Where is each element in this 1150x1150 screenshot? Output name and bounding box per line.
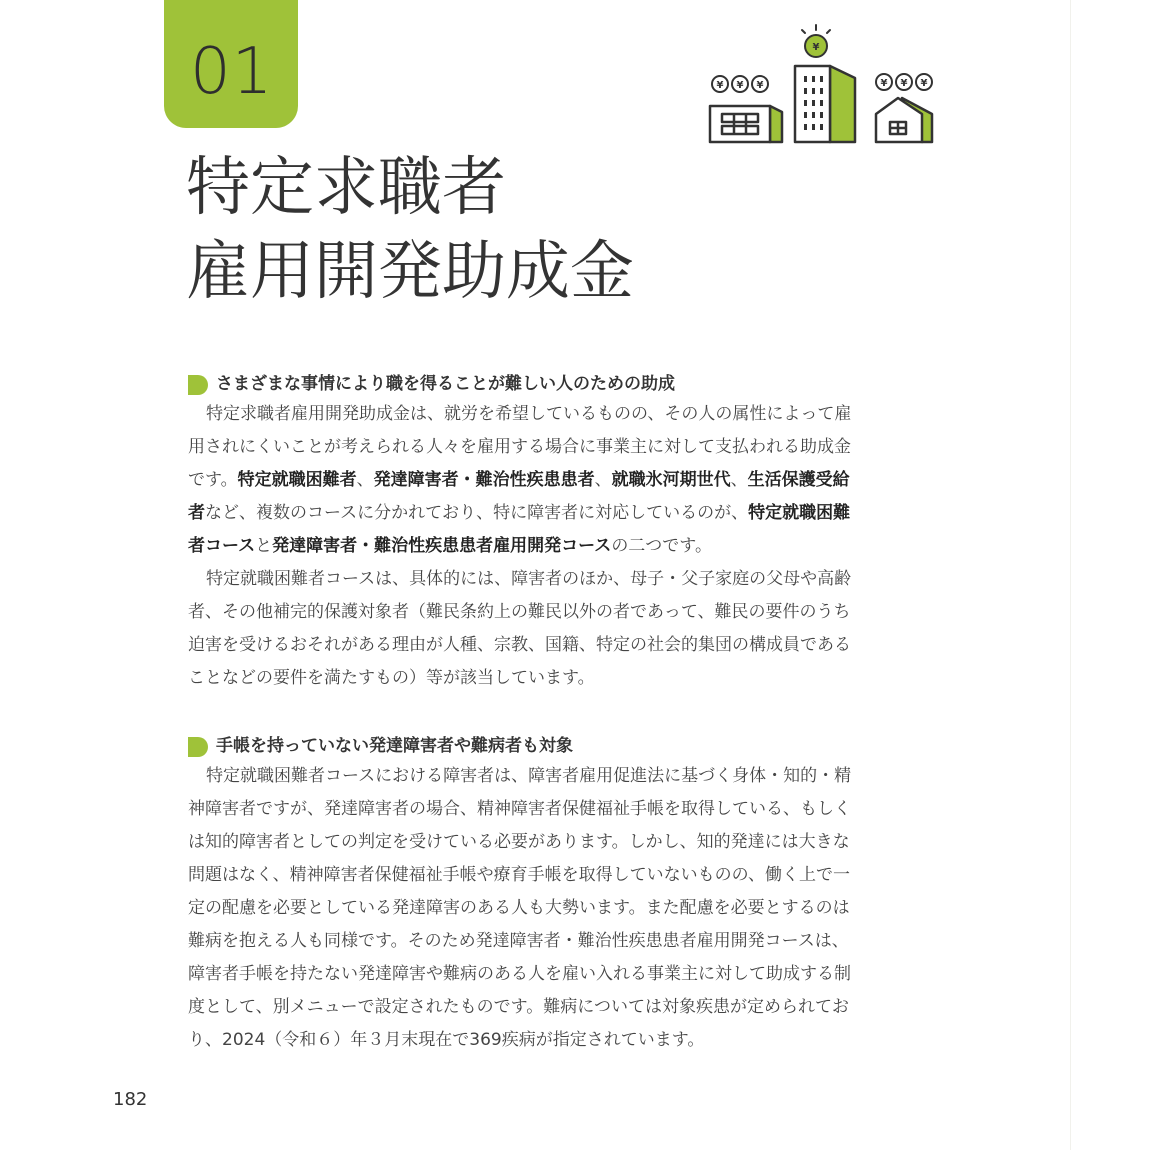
bold-term: 発達障害者・難治性疾患患者	[373, 470, 595, 490]
page-edge	[1070, 0, 1071, 1150]
body-line	[188, 464, 938, 497]
section-marker-icon	[188, 375, 208, 395]
body-text: の二つです。	[611, 536, 712, 556]
bold-term: 発達障害者・難治性疾患患者雇用開発コース	[272, 536, 612, 556]
body-line	[188, 596, 938, 629]
body-line	[188, 991, 938, 1024]
body-text: 度として、別メニューで設定されたものです。難病については対象疾患が定められてお	[188, 997, 849, 1017]
section-heading	[188, 370, 938, 398]
body-line	[188, 1024, 938, 1057]
body-text: 特定求職者雇用開発助成金は、就労を希望しているものの、その人の属性によって雇	[206, 404, 852, 424]
body-text: です。	[188, 470, 238, 490]
bold-term: 特定就職困難	[748, 503, 851, 523]
body-line	[188, 958, 938, 991]
body-text: 、	[356, 470, 374, 490]
bold-term: 者	[188, 503, 205, 523]
body-text: 神障害者ですが、発達障害者の場合、精神障害者保健福祉手帳を取得している、もしく	[188, 799, 851, 819]
section-heading-text: 手帳を持っていない発達障害者や難病者も対象	[216, 736, 573, 756]
body-text: 障害者手帳を持たない発達障害や難病のある人を雇い入れる事業主に対して助成する制	[188, 964, 851, 984]
body-text: り、2024（令和６）年３月末現在で369疾病が指定されています。	[188, 1030, 705, 1050]
house-icon	[876, 98, 932, 142]
page-title-line-1: 特定求職者	[186, 151, 506, 225]
body-text: は知的障害者としての判定を受けている必要があります。しかし、知的発達には大きな	[188, 832, 850, 852]
body-text: ことなどの要件を満たすもの）等が該当しています。	[188, 668, 595, 688]
page-title	[186, 146, 886, 314]
svg-text:¥: ¥	[756, 80, 764, 91]
page-number: 182	[113, 1089, 148, 1110]
body-line	[188, 662, 938, 695]
body-text: と	[255, 536, 273, 556]
body-line	[188, 398, 938, 431]
body-text: 用されにくいことが考えられる人々を雇用する場合に事業主に対して支払われる助成金	[188, 437, 851, 457]
svg-text:¥: ¥	[880, 78, 888, 89]
body-text: 特定就職困難者コースは、具体的には、障害者のほか、母子・父子家庭の父母や高齢	[206, 569, 852, 589]
body-line	[188, 530, 938, 563]
section-no-handbook-eligible	[188, 732, 938, 1057]
body-text: 者、その他補完的保護対象者（難民条約上の難民以外の者であって、難民の要件のうち	[188, 602, 851, 622]
body-text: 難病を抱える人も同様です。そのため発達障害者・難治性疾患患者雇用開発コースは、	[188, 931, 849, 951]
body-line	[188, 793, 938, 826]
bold-term: 者コース	[188, 536, 256, 556]
svg-text:¥: ¥	[736, 80, 744, 91]
body-text: 問題はなく、精神障害者保健福祉手帳や療育手帳を取得していないものの、働く上で一	[188, 865, 850, 885]
body-text: 特定就職困難者コースにおける障害者は、障害者雇用促進法に基づく身体・知的・精	[206, 766, 852, 786]
section-marker-icon	[188, 737, 208, 757]
body-line	[188, 925, 938, 958]
svg-text:¥: ¥	[812, 42, 820, 53]
bold-term: 就職氷河期世代	[611, 470, 731, 490]
body-text: など、複数のコースに分かれており、特に障害者に対応しているのが、	[205, 503, 749, 523]
body-line	[188, 629, 938, 662]
body-line	[188, 826, 938, 859]
svg-text:¥: ¥	[920, 78, 928, 89]
bold-term: 特定就職困難者	[237, 470, 357, 490]
bold-term: 生活保護受給	[747, 470, 850, 490]
body-text: 定の配慮を必要としている発達障害のある人も大勢います。また配慮を必要とするのは	[188, 898, 850, 918]
buildings-illustration	[700, 22, 950, 152]
body-text: 迫害を受けるおそれがある理由が人種、宗教、国籍、特定の社会的集団の構成員である	[188, 635, 851, 655]
office-building-icon	[710, 106, 782, 142]
body-line	[188, 760, 938, 793]
section-difficult-employment	[188, 370, 938, 695]
chapter-number: 01	[190, 35, 274, 109]
body-line	[188, 431, 938, 464]
body-line	[188, 892, 938, 925]
section-body	[188, 760, 938, 1057]
body-text: 、	[730, 470, 748, 490]
svg-text:¥: ¥	[900, 78, 908, 89]
svg-text:¥: ¥	[716, 80, 724, 91]
tower-building-icon	[795, 66, 855, 142]
body-line	[188, 859, 938, 892]
section-heading	[188, 732, 938, 760]
sparkle-lines	[802, 25, 830, 33]
section-heading-text: さまざまな事情により職を得ることが難しい人のための助成	[216, 374, 675, 394]
section-body	[188, 398, 938, 695]
page-title-line-2: 雇用開発助成金	[186, 235, 634, 309]
body-text: 、	[594, 470, 612, 490]
body-line	[188, 497, 938, 530]
body-line	[188, 563, 938, 596]
